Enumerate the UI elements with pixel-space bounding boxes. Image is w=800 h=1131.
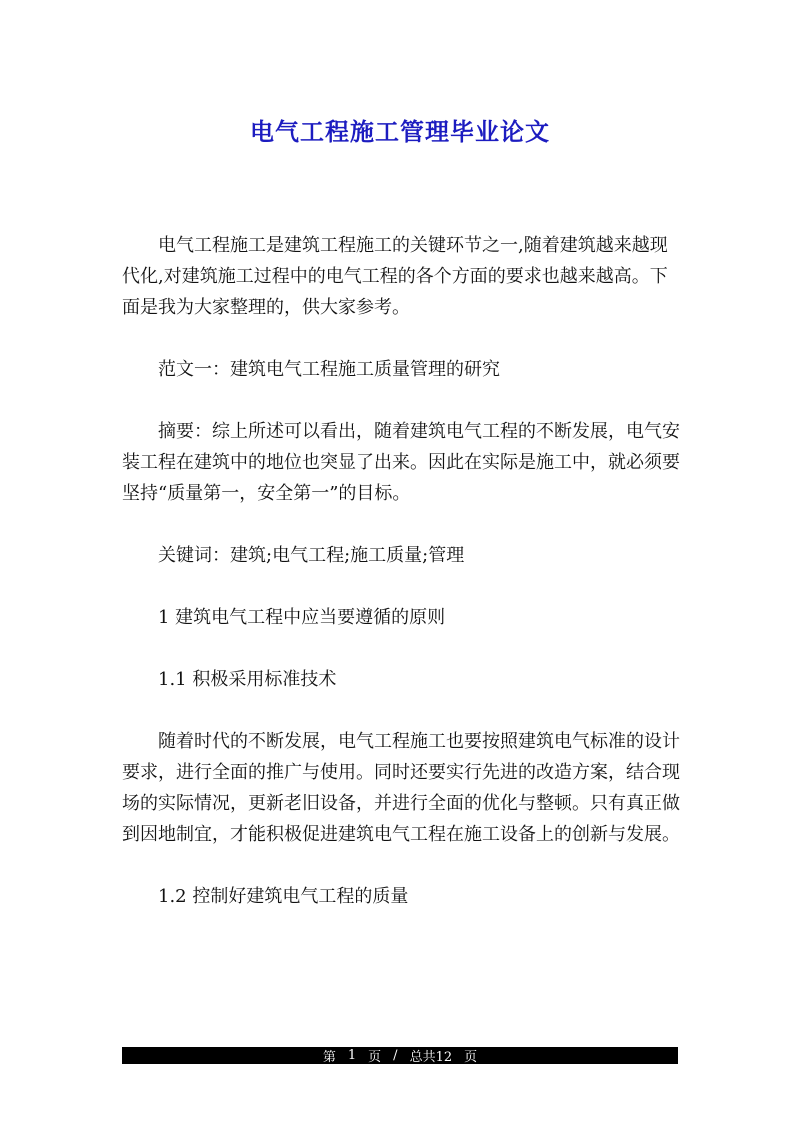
footer-total-prefix: 总共12 — [409, 1050, 453, 1065]
intro-paragraph: 电气工程施工是建筑工程施工的关键环节之一,随着建筑越来越现代化,对建筑施工过程中的电气工程的各个方面的要求也越来越高。下面是我为大家整理的，供大家参考。 — [122, 235, 668, 318]
document-body — [122, 230, 682, 943]
footer-page-prefix: 第 — [322, 1050, 336, 1065]
keywords-line: 关键词：建筑;电气工程;施工质量;管理 — [158, 545, 465, 566]
sample-essay-heading: 范文一：建筑电气工程施工质量管理的研究 — [158, 359, 500, 380]
subsection-heading-1-2: 1.2 控制好建筑电气工程的质量 — [158, 886, 409, 907]
abstract-paragraph: 摘要：综上所述可以看出，随着建筑电气工程的不断发展，电气安装工程在建筑中的地位也突显了出来。因此在实际是施工中，就必须要坚持“质量第一，安全第一”的目标。 — [122, 421, 680, 504]
document-title: 电气工程施工管理毕业论文 — [250, 118, 550, 146]
footer-total-suffix: 页 — [464, 1050, 478, 1065]
footer-separator: / — [393, 1048, 398, 1063]
body-paragraph: 随着时代的不断发展，电气工程施工也要按照建筑电气标准的设计要求，进行全面的推广与使用。同时还要实行先进的改造方案，结合现场的实际情况，更新老旧设备，并进行全面的优化与整顿。只有真正做到因地制宜，才能积极促进建筑电气工程在施工设备上的创新与发展。 — [122, 731, 680, 845]
footer-page-suffix: 页 — [368, 1050, 382, 1065]
subsection-heading-1-1: 1.1 积极采用标准技术 — [158, 669, 337, 690]
footer-page-number: 1 — [347, 1048, 357, 1063]
page-footer — [122, 1047, 678, 1064]
section-heading-1: 1 建筑电气工程中应当要遵循的原则 — [158, 607, 446, 628]
